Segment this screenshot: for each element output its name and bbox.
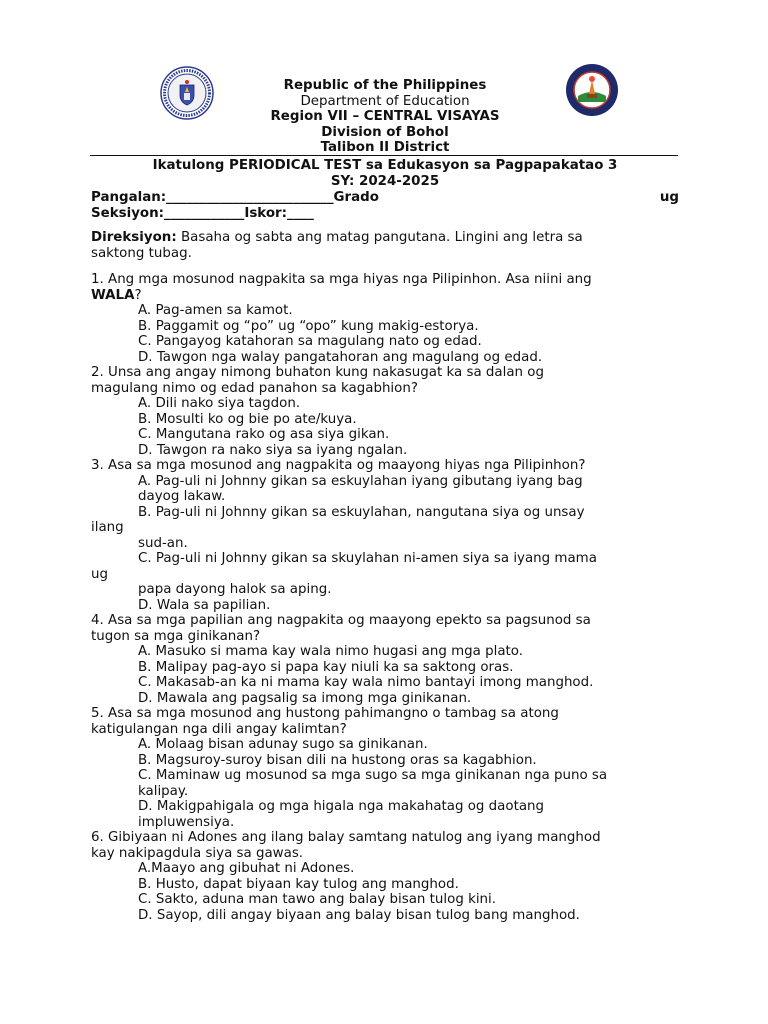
header-divider	[90, 155, 678, 156]
question-item	[91, 830, 691, 923]
answer-option[interactable]	[91, 319, 691, 335]
answer-option[interactable]	[91, 551, 691, 598]
answer-option-text: B. Pag-uli ni Johnny gikan sa eskuylahan, nangutana siya og unsay	[138, 504, 585, 520]
question-item	[91, 706, 691, 830]
answer-option-text: C. Sakto, aduna man tawo ang balay bisan tulog kini.	[138, 892, 497, 907]
answer-option[interactable]	[91, 443, 691, 459]
directions	[91, 230, 691, 261]
division-line: Division of Bohol	[321, 124, 449, 140]
answer-option-text: D. Sayop, dili angay biyaan ang balay bisan tulog bang manghod.	[138, 907, 580, 923]
answer-option[interactable]	[91, 427, 691, 443]
question-item	[91, 458, 691, 613]
region-line: Region VII – CENTRAL VISAYAS	[270, 109, 500, 124]
test-title-block	[90, 158, 680, 189]
answer-option[interactable]	[91, 691, 691, 707]
answer-option-text: A. Molaag bisan adunay sugo sa ginikanan.	[138, 737, 428, 752]
answer-option-text: A. Dili nako siya tagdon.	[138, 396, 301, 411]
answer-option-text: B. Mosulti ko og bie po ate/kuya.	[138, 411, 357, 427]
question-stem: kay nakipagdula siya sa gawas.	[91, 845, 304, 861]
republic-line: Republic of the Philippines	[283, 78, 487, 93]
answer-option[interactable]	[91, 412, 691, 428]
answer-option-text: A. Masuko si mama kay wala nimo hugasi ang mga plato.	[138, 644, 524, 659]
answer-option[interactable]	[91, 799, 691, 830]
document-header	[90, 78, 680, 156]
answer-option[interactable]	[91, 644, 691, 660]
question-stem: 3. Asa sa mga mosunod ang nagpakita og maayong hiyas nga Pilipinhon?	[91, 458, 586, 473]
answer-option[interactable]	[91, 660, 691, 676]
school-year: SY: 2024-2025	[330, 173, 440, 189]
answer-option-text: dayog lakaw.	[138, 489, 226, 504]
question-list	[91, 272, 691, 923]
answer-option-text: A. Pag-uli ni Johnny gikan sa eskuylahan iyang gibutang iyang bag	[138, 473, 583, 489]
answer-option-text: C. Makasab-an ka ni mama kay wala nimo bantayi imong manghod.	[138, 675, 594, 690]
answer-option-text: A. Pag-amen sa kamot.	[138, 303, 293, 318]
answer-option[interactable]	[91, 396, 691, 412]
answer-option-text: D. Makigpahigala og mga higala nga makahatag og daotang	[138, 799, 545, 814]
answer-option[interactable]	[91, 675, 691, 691]
directions-text: Basaha og sabta ang matag pangutana. Lingini ang letra sa	[180, 230, 583, 245]
answer-option[interactable]	[91, 877, 691, 893]
answer-option[interactable]	[91, 505, 691, 552]
question-stem: tugon sa mga ginikanan?	[91, 628, 261, 644]
answer-option[interactable]	[91, 474, 691, 505]
question-stem: 1. Ang mga mosunod nagpakita sa mga hiyas nga Pilipinhon. Asa niini ang	[91, 272, 592, 287]
question-stem: katigulangan nga dili angay kalimtan?	[91, 721, 347, 737]
test-title: Ikatulong PERIODICAL TEST sa Edukasyon sa Pagpapakatao 3	[152, 158, 618, 173]
directions-text-cont: saktong tubag.	[91, 245, 192, 261]
answer-option[interactable]	[91, 598, 691, 614]
answer-option-text: B. Magsuroy-suroy bisan dili na hustong oras sa kagabhion.	[138, 752, 537, 768]
answer-option[interactable]	[91, 908, 691, 924]
answer-option[interactable]	[91, 334, 691, 350]
section-score-field[interactable]: Seksiyon:____________Iskor:____	[91, 205, 314, 221]
answer-option-text: papa dayong halok sa aping.	[138, 582, 332, 597]
directions-label: Direksiyon:	[91, 230, 177, 245]
question-stem: 6. Gibiyaan ni Adones ang ilang balay samtang natulog ang iyang manghod	[91, 830, 601, 845]
answer-option-text: D. Mawala ang pagsalig sa imong mga ginikanan.	[138, 690, 472, 706]
question-emphasis-suffix: ?	[134, 287, 142, 303]
answer-option-text: B. Malipay pag-ayo si papa kay niuli ka sa saktong oras.	[138, 659, 514, 675]
question-emphasis: WALA	[91, 287, 135, 303]
name-grade-row	[91, 190, 679, 206]
answer-option-text: C. Pag-uli ni Johnny gikan sa skuylahan ni-amen siya sa iyang mama	[138, 551, 597, 566]
answer-option[interactable]	[91, 350, 691, 366]
district-line: Talibon II District	[320, 140, 450, 155]
answer-option[interactable]	[91, 753, 691, 769]
answer-option-text: ilang	[91, 520, 124, 535]
section-score-row	[91, 206, 679, 222]
answer-option-text: impluwensiya.	[138, 814, 235, 830]
answer-option-text: A.Maayo ang gibuhat ni Adones.	[138, 861, 355, 876]
question-item	[91, 365, 691, 458]
test-body	[91, 230, 691, 923]
answer-option-text: kalipay.	[138, 783, 189, 799]
question-stem-emphasis-line	[91, 288, 691, 304]
answer-option-text: ug	[91, 566, 108, 582]
answer-option-text: C. Maminaw ug mosunod sa mga sugo sa mga ginikanan nga puno sa	[138, 768, 608, 783]
question-item	[91, 272, 691, 365]
answer-option[interactable]	[91, 768, 691, 799]
answer-option-text: B. Paggamit og “po” ug “opo” kung makig-estorya.	[138, 318, 479, 334]
name-grade-field[interactable]: Pangalan:_________________________Grado	[91, 190, 379, 205]
answer-option-text: D. Tawgon nga walay pangatahoran ang magulang og edad.	[138, 349, 543, 365]
student-info-fields	[91, 190, 679, 221]
question-stem: 2. Unsa ang angay nimong buhaton kung nakasugat ka sa dalan og	[91, 365, 544, 380]
answer-option[interactable]	[91, 861, 691, 877]
question-stem: 5. Asa sa mga mosunod ang hustong pahimangno o tambag sa atong	[91, 706, 559, 721]
answer-option-text: D. Wala sa papilian.	[138, 597, 271, 613]
question-stem: 4. Asa sa mga papilian ang nagpakita og maayong epekto sa pagsunod sa	[91, 613, 591, 628]
answer-option-text: sud-an.	[138, 535, 188, 551]
answer-option-text: C. Mangutana rako og asa siya gikan.	[138, 427, 390, 442]
department-line: Department of Education	[300, 93, 470, 109]
question-stem: magulang nimo og edad panahon sa kagabhion?	[91, 380, 418, 396]
answer-option-text: B. Husto, dapat biyaan kay tulog ang manghod.	[138, 876, 459, 892]
name-grade-suffix: ug	[659, 190, 679, 205]
answer-option[interactable]	[91, 303, 691, 319]
answer-option-text: D. Tawgon ra nako siya sa iyang ngalan.	[138, 442, 408, 458]
answer-option[interactable]	[91, 892, 691, 908]
answer-option[interactable]	[91, 737, 691, 753]
question-item	[91, 613, 691, 706]
answer-option-text: C. Pangayog katahoran sa magulang nato og edad.	[138, 334, 482, 349]
